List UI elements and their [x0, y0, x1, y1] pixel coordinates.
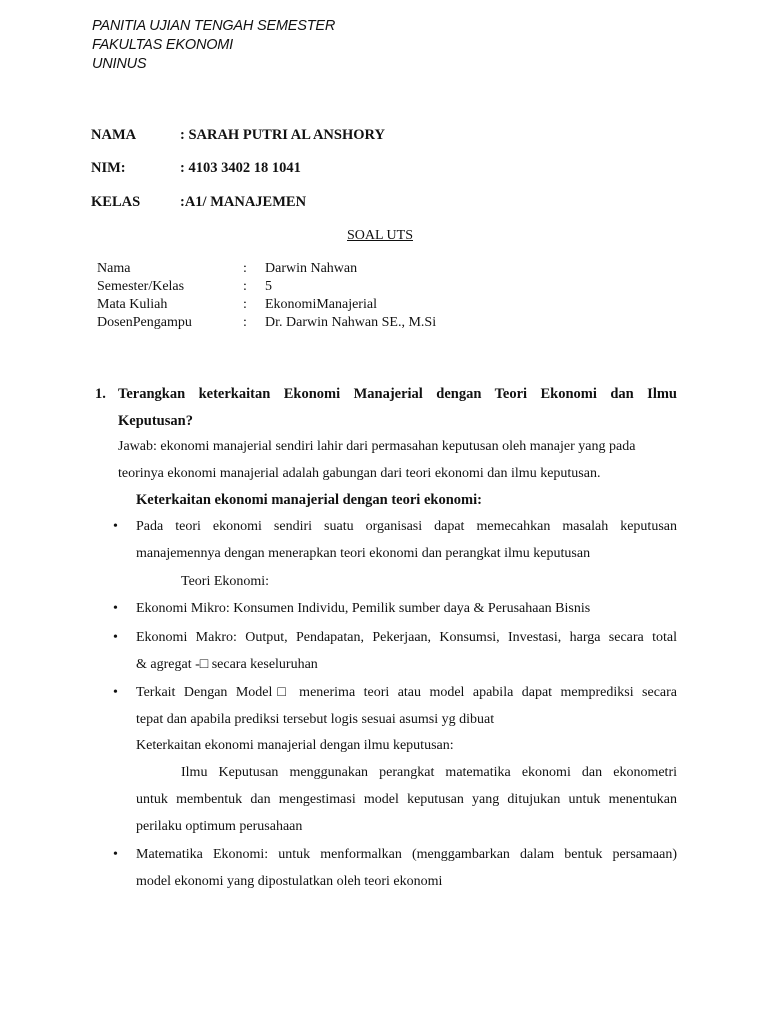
answer-line-1: Jawab: ekonomi manajerial sendiri lahir dari permasahan keputusan oleh manajer yang pada: [118, 439, 636, 454]
question-line-2: Keputusan?: [118, 413, 193, 429]
kelas-value: :A1/ MANAJEMEN: [180, 194, 307, 210]
ilmu-line-1: Ilmu Keputusan menggunakan perangkat matematika ekonomi dan ekonometri: [181, 765, 677, 780]
heading-ilmu-keputusan: Keterkaitan ekonomi manajerial dengan ilmu keputusan:: [136, 738, 454, 753]
info-table: [97, 261, 697, 333]
bullet-2-line-1: Ekonomi Mikro: Konsumen Individu, Pemilik sumber daya & Perusahaan Bisnis: [136, 601, 591, 616]
info-row: [97, 297, 697, 315]
nama-value: : SARAH PUTRI AL ANSHORY: [180, 127, 385, 143]
info-row: [97, 261, 697, 279]
bullet-3-line-2: & agregat -□ secara keseluruhan: [136, 657, 318, 672]
bullet-4-line-1: Terkait Dengan Model□ menerima teori atau model apabila dapat memprediksi secara: [136, 685, 677, 700]
kelas-label: KELAS: [91, 194, 141, 210]
bullet-4-line-2: tepat dan apabila prediksi tersebut logis sesuai asumsi yg dibuat: [136, 712, 495, 727]
info-value: Darwin Nahwan: [265, 261, 358, 276]
info-separator: :: [243, 315, 247, 330]
info-separator: :: [243, 261, 247, 276]
bullet-5-line-1: Matematika Ekonomi: untuk menformalkan (menggambarkan dalam bentuk persamaan): [136, 847, 677, 862]
info-value: EkonomiManajerial: [265, 297, 377, 312]
bullet-icon: •: [113, 519, 118, 534]
bullet-1-line-1: Pada teori ekonomi sendiri suatu organisasi dapat memecahkan masalah keputusan: [136, 519, 677, 534]
info-separator: :: [243, 297, 247, 312]
bullet-icon: •: [113, 847, 118, 862]
question-line-1: Terangkan keterkaitan Ekonomi Manajerial dengan Teori Ekonomi dan Ilmu: [118, 386, 677, 402]
nim-value: : 4103 3402 18 1041: [180, 160, 301, 176]
info-label: DosenPengampu: [97, 315, 192, 330]
bullet-5-line-2: model ekonomi yang dipostulatkan oleh teori ekonomi: [136, 874, 443, 889]
info-row: [97, 279, 697, 297]
header-line-3: UNINUS: [92, 56, 147, 72]
info-label: Nama: [97, 261, 131, 276]
info-value: 5: [265, 279, 272, 294]
header-line-2: FAKULTAS EKONOMI: [92, 37, 234, 53]
info-label: Semester/Kelas: [97, 279, 185, 294]
answer-line-2: teorinya ekonomi manajerial adalah gabungan dari teori ekonomi dan ilmu keputusan.: [118, 466, 601, 481]
page-title: SOAL UTS: [347, 228, 413, 243]
bullet-icon: •: [113, 601, 118, 616]
info-label: Mata Kuliah: [97, 297, 168, 312]
question-number: 1.: [95, 386, 106, 402]
bullet-icon: •: [113, 685, 118, 700]
bullet-1-line-2: manajemennya dengan menerapkan teori ekonomi dan perangkat ilmu keputusan: [136, 546, 591, 561]
ilmu-line-3: perilaku optimum perusahaan: [136, 819, 303, 834]
header-line-1: PANITIA UJIAN TENGAH SEMESTER: [92, 18, 336, 34]
info-value: Dr. Darwin Nahwan SE., M.Si: [265, 315, 437, 330]
ilmu-line-2: untuk membentuk dan mengestimasi model keputusan yang ditujukan untuk menentukan: [136, 792, 677, 807]
teori-ekonomi-subheading: Teori Ekonomi:: [181, 574, 270, 589]
bullet-3-line-1: Ekonomi Makro: Output, Pendapatan, Pekerjaan, Konsumsi, Investasi, harga secara total: [136, 630, 677, 645]
info-row: [97, 315, 697, 333]
heading-teori-ekonomi: Keterkaitan ekonomi manajerial dengan teori ekonomi:: [136, 492, 482, 508]
nim-label: NIM:: [91, 160, 126, 176]
info-separator: :: [243, 279, 247, 294]
bullet-icon: •: [113, 630, 118, 645]
nama-label: NAMA: [91, 127, 137, 143]
